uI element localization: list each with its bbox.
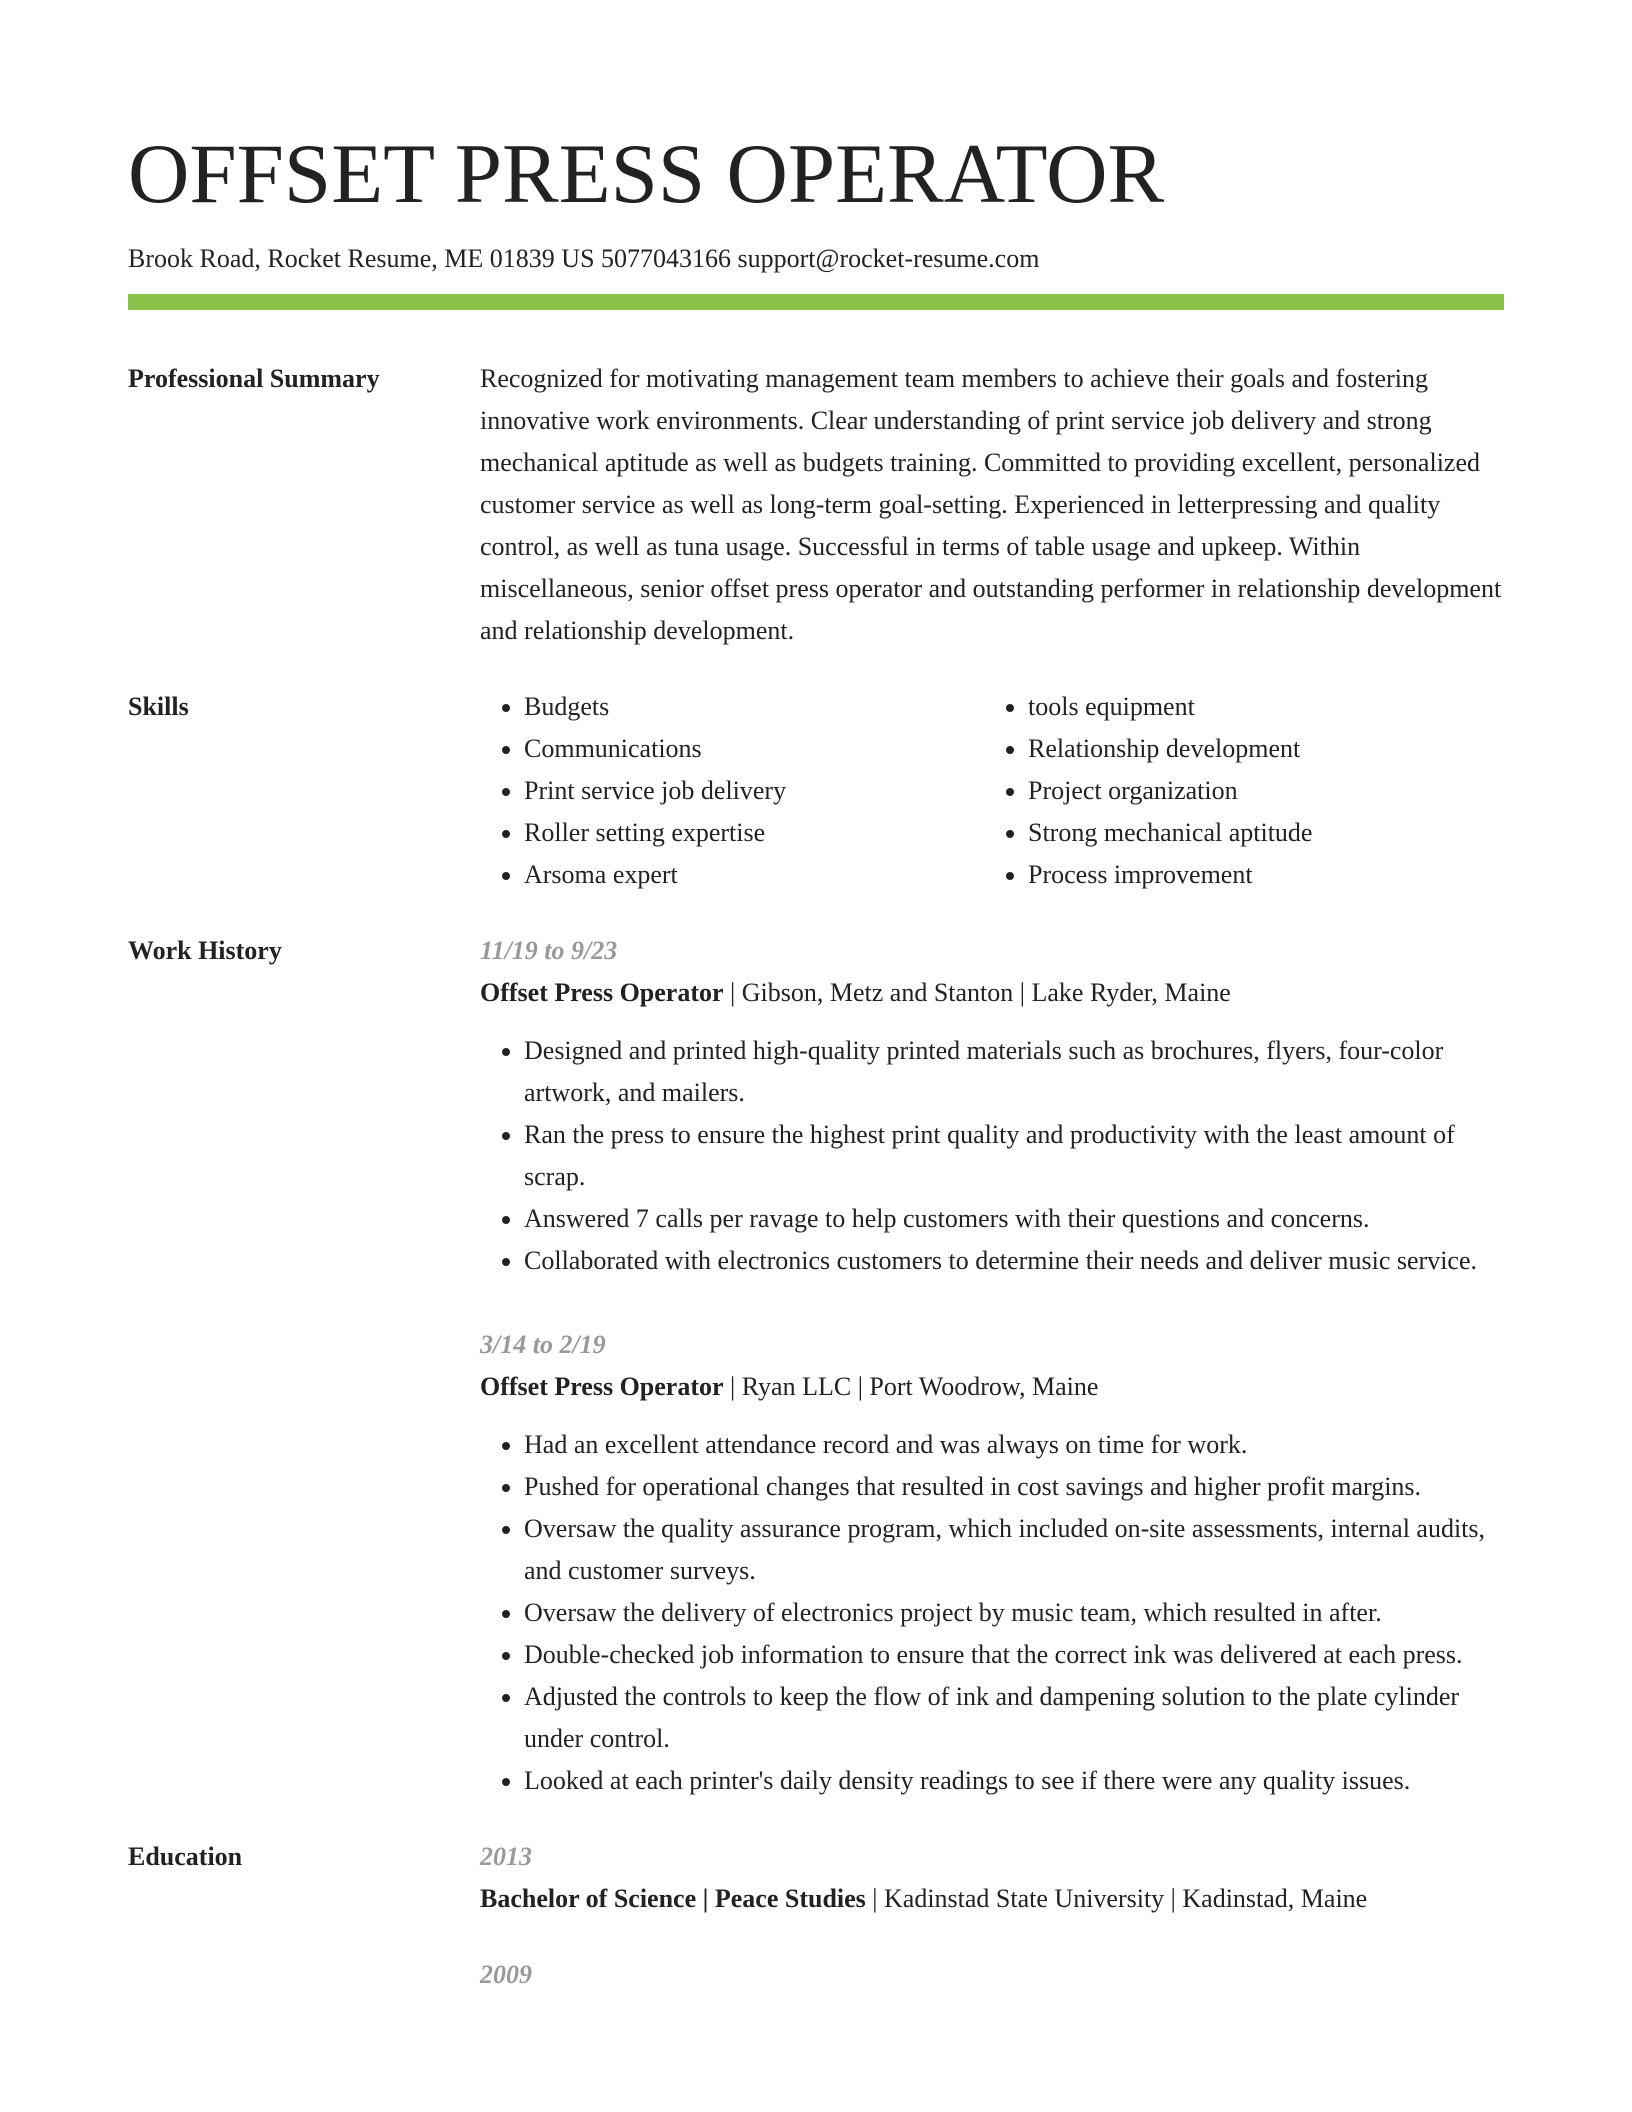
job-title: Offset Press Operator <box>480 978 724 1008</box>
job-bullet: • Pushed for operational changes that resulted in cost savings and higher profit margins. <box>524 1466 1504 1508</box>
job-bullet: • Oversaw the quality assurance program, which included on-site assessments, internal audits, and customer surveys. <box>524 1508 1504 1592</box>
job-bullet: • Adjusted the controls to keep the flow of ink and dampening solution to the plate cylinder under control. <box>524 1676 1504 1760</box>
job-title-line <box>480 972 1504 1014</box>
skill-item: • Project organization <box>1028 770 1488 812</box>
education-year: 2009 <box>480 1960 532 1990</box>
job-bullet: • Collaborated with electronics customers to determine their needs and deliver music service. <box>524 1240 1504 1282</box>
skill-item: • Roller setting expertise <box>524 812 984 854</box>
job-bullet: • Oversaw the delivery of electronics project by music team, which resulted in after. <box>524 1592 1504 1634</box>
work-history-label: Work History <box>128 936 282 966</box>
summary-label: Professional Summary <box>128 364 380 394</box>
skill-item: • Strong mechanical aptitude <box>1028 812 1488 854</box>
job-bullet: • Answered 7 calls per ravage to help customers with their questions and concerns. <box>524 1198 1504 1240</box>
skills-list-left <box>480 686 984 896</box>
resume-name: OFFSET PRESS OPERATOR <box>128 127 1165 221</box>
skill-item: • Relationship development <box>1028 728 1488 770</box>
job-bullet: • Double-checked job information to ensure that the correct ink was delivered at each press. <box>524 1634 1504 1676</box>
skills-list-right <box>984 686 1488 896</box>
education-degree: Bachelor of Science | Peace Studies <box>480 1884 866 1914</box>
job-employer: | Ryan LLC | Port Woodrow, Maine <box>723 1372 1099 1402</box>
skill-item: • Budgets <box>524 686 984 728</box>
job-dates: 3/14 to 2/19 <box>480 1330 606 1360</box>
job-bullet: • Had an excellent attendance record and was always on time for work. <box>524 1424 1504 1466</box>
education-entry <box>480 1836 1504 1920</box>
job-dates: 11/19 to 9/23 <box>480 936 618 966</box>
skill-item: • tools equipment <box>1028 686 1488 728</box>
contact-info: Brook Road, Rocket Resume, ME 01839 US 5077043166 support@rocket-resume.com <box>128 244 1040 273</box>
job-bullet: • Ran the press to ensure the highest print quality and productivity with the least amount of scrap. <box>524 1114 1504 1198</box>
education-section <box>128 1836 1504 1996</box>
job-entry <box>480 930 1504 1282</box>
job-bullets <box>480 1030 1504 1282</box>
skills-section <box>128 686 1504 896</box>
job-employer: | Gibson, Metz and Stanton | Lake Ryder, Maine <box>723 978 1231 1008</box>
skill-item: • Arsoma expert <box>524 854 984 896</box>
skills-label: Skills <box>128 692 189 722</box>
job-title: Offset Press Operator <box>480 1372 724 1402</box>
education-year: 2013 <box>480 1842 532 1872</box>
summary-section <box>128 358 1504 652</box>
education-entry <box>480 1954 1504 1996</box>
work-history-section <box>128 930 1504 1802</box>
skill-item: • Communications <box>524 728 984 770</box>
job-bullet: • Looked at each printer's daily density readings to see if there were any quality issues. <box>524 1760 1504 1802</box>
education-school: | Kadinstad State University | Kadinstad, Maine <box>865 1884 1368 1914</box>
resume-page <box>128 120 1504 1996</box>
skill-item: • Process improvement <box>1028 854 1488 896</box>
education-degree-line <box>480 1878 1504 1920</box>
job-bullets <box>480 1424 1504 1802</box>
skill-item: • Print service job delivery <box>524 770 984 812</box>
summary-text: Recognized for motivating management team members to achieve their goals and fostering innovative work environments. Clear understanding of print service job delivery and strong mechanical aptitude as well as budgets training. Committed to providing excellent, personalized customer service as well as long-term goal-setting. Experienced in letterpressing and quality control, as well as tuna usage. Successful in terms of table usage and upkeep. Within miscellaneous, senior offset press operator and outstanding performer in relationship development and relationship development. <box>480 364 1502 646</box>
header-divider <box>128 294 1504 310</box>
job-bullet: • Designed and printed high-quality printed materials such as brochures, flyers, four-color artwork, and mailers. <box>524 1030 1504 1114</box>
job-entry <box>480 1324 1504 1802</box>
education-label: Education <box>128 1842 243 1872</box>
job-title-line <box>480 1366 1504 1408</box>
